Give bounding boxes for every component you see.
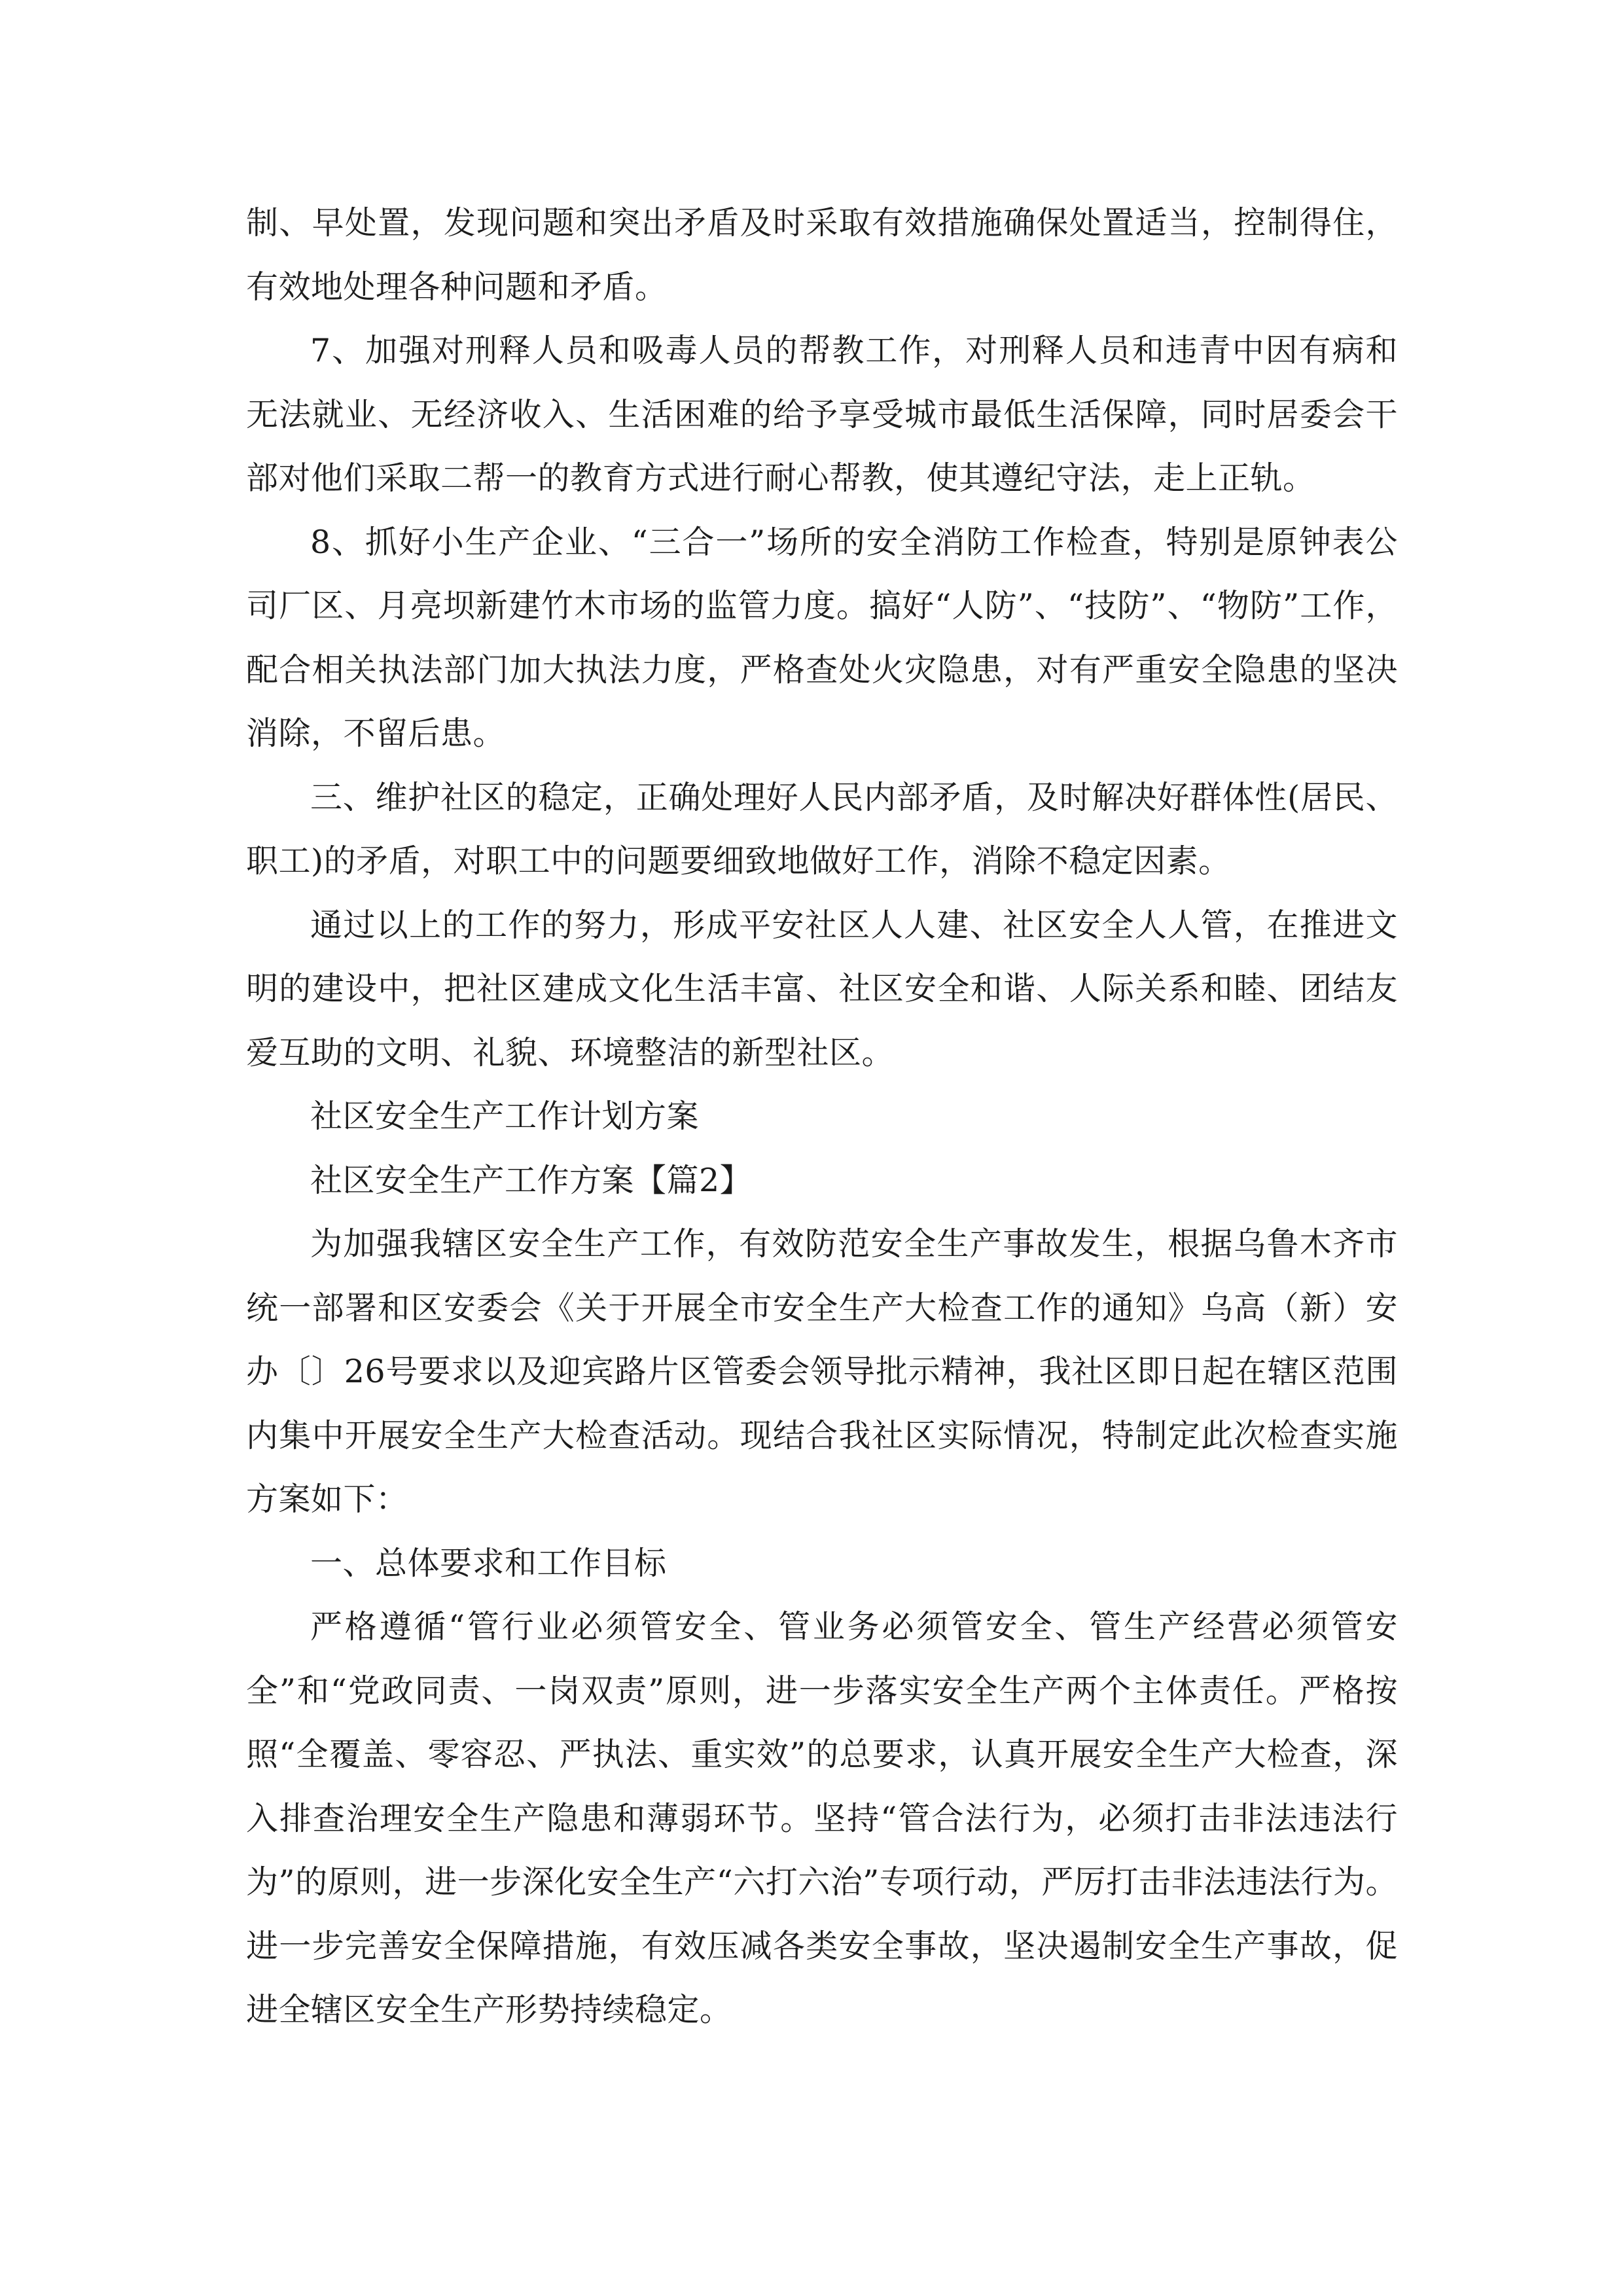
heading-section-1: 一、总体要求和工作目标: [310, 1544, 667, 1582]
paragraph-intro: 为加强我辖区安全生产工作，有效防范安全生产事故发生，根据乌鲁木齐市统一部署和区安委会《关于开展全市安全生产大检查工作的通知》乌高（新）安办〔〕26号要求以及迎宾路片区管委会领导批示精神，我社区即日起在辖区范围内集中开展安全生产大检查活动。现结合我社区实际情况，特制定此次检查实施方案如下：: [246, 1225, 1398, 1518]
heading-part-2: 社区安全生产工作方案【篇2】: [310, 1161, 753, 1199]
paragraph-requirements: 严格遵循“管行业必须管安全、管业务必须管安全、管生产经营必须管安全”和“党政同责、一岗双责”原则，进一步落实安全生产两个主体责任。严格按照“全覆盖、零容忍、严执法、重实效”的总要求，认真开展安全生产大检查，深入排查治理安全生产隐患和薄弱环节。坚持“管合法行为，必须打击非法违法行为”的原则，进一步深化安全生产“六打六治”专项行动，严厉打击非法违法行为。进一步完善安全保障措施，有效压减各类安全事故，坚决遏制安全生产事故，促进全辖区安全生产形势持续稳定。: [246, 1608, 1398, 2028]
paragraph-item-8: 8、抓好小生产企业、“三合一”场所的安全消防工作检查，特别是原钟表公司厂区、月亮坝新建竹木市场的监管力度。搞好“人防”、“技防”、“物防”工作，配合相关执法部门加大执法力度，严格查处火灾隐患，对有严重安全隐患的坚决消除，不留后患。: [246, 523, 1398, 752]
paragraph-continuation: 制、早处置，发现问题和突出矛盾及时采取有效措施确保处置适当，控制得住，有效地处理各种问题和矛盾。: [246, 204, 1398, 306]
heading-plan-title: 社区安全生产工作计划方案: [310, 1098, 700, 1135]
paragraph-section-3: 三、维护社区的稳定，正确处理好人民内部矛盾，及时解决好群体性(居民、职工)的矛盾，对职工中的问题要细致地做好工作，消除不稳定因素。: [246, 778, 1398, 880]
paragraph-conclusion: 通过以上的工作的努力，形成平安社区人人建、社区安全人人管，在推进文明的建设中，把社区建成文化生活丰富、社区安全和谐、人际关系和睦、团结友爱互助的文明、礼貌、环境整洁的新型社区。: [246, 906, 1398, 1071]
document-body: [246, 191, 1398, 2042]
paragraph-item-7: 7、加强对刑释人员和吸毒人员的帮教工作，对刑释人员和违青中因有病和无法就业、无经济收入、生活困难的给予享受城市最低生活保障，同时居委会干部对他们采取二帮一的教育方式进行耐心帮教，使其遵纪守法，走上正轨。: [246, 332, 1398, 497]
